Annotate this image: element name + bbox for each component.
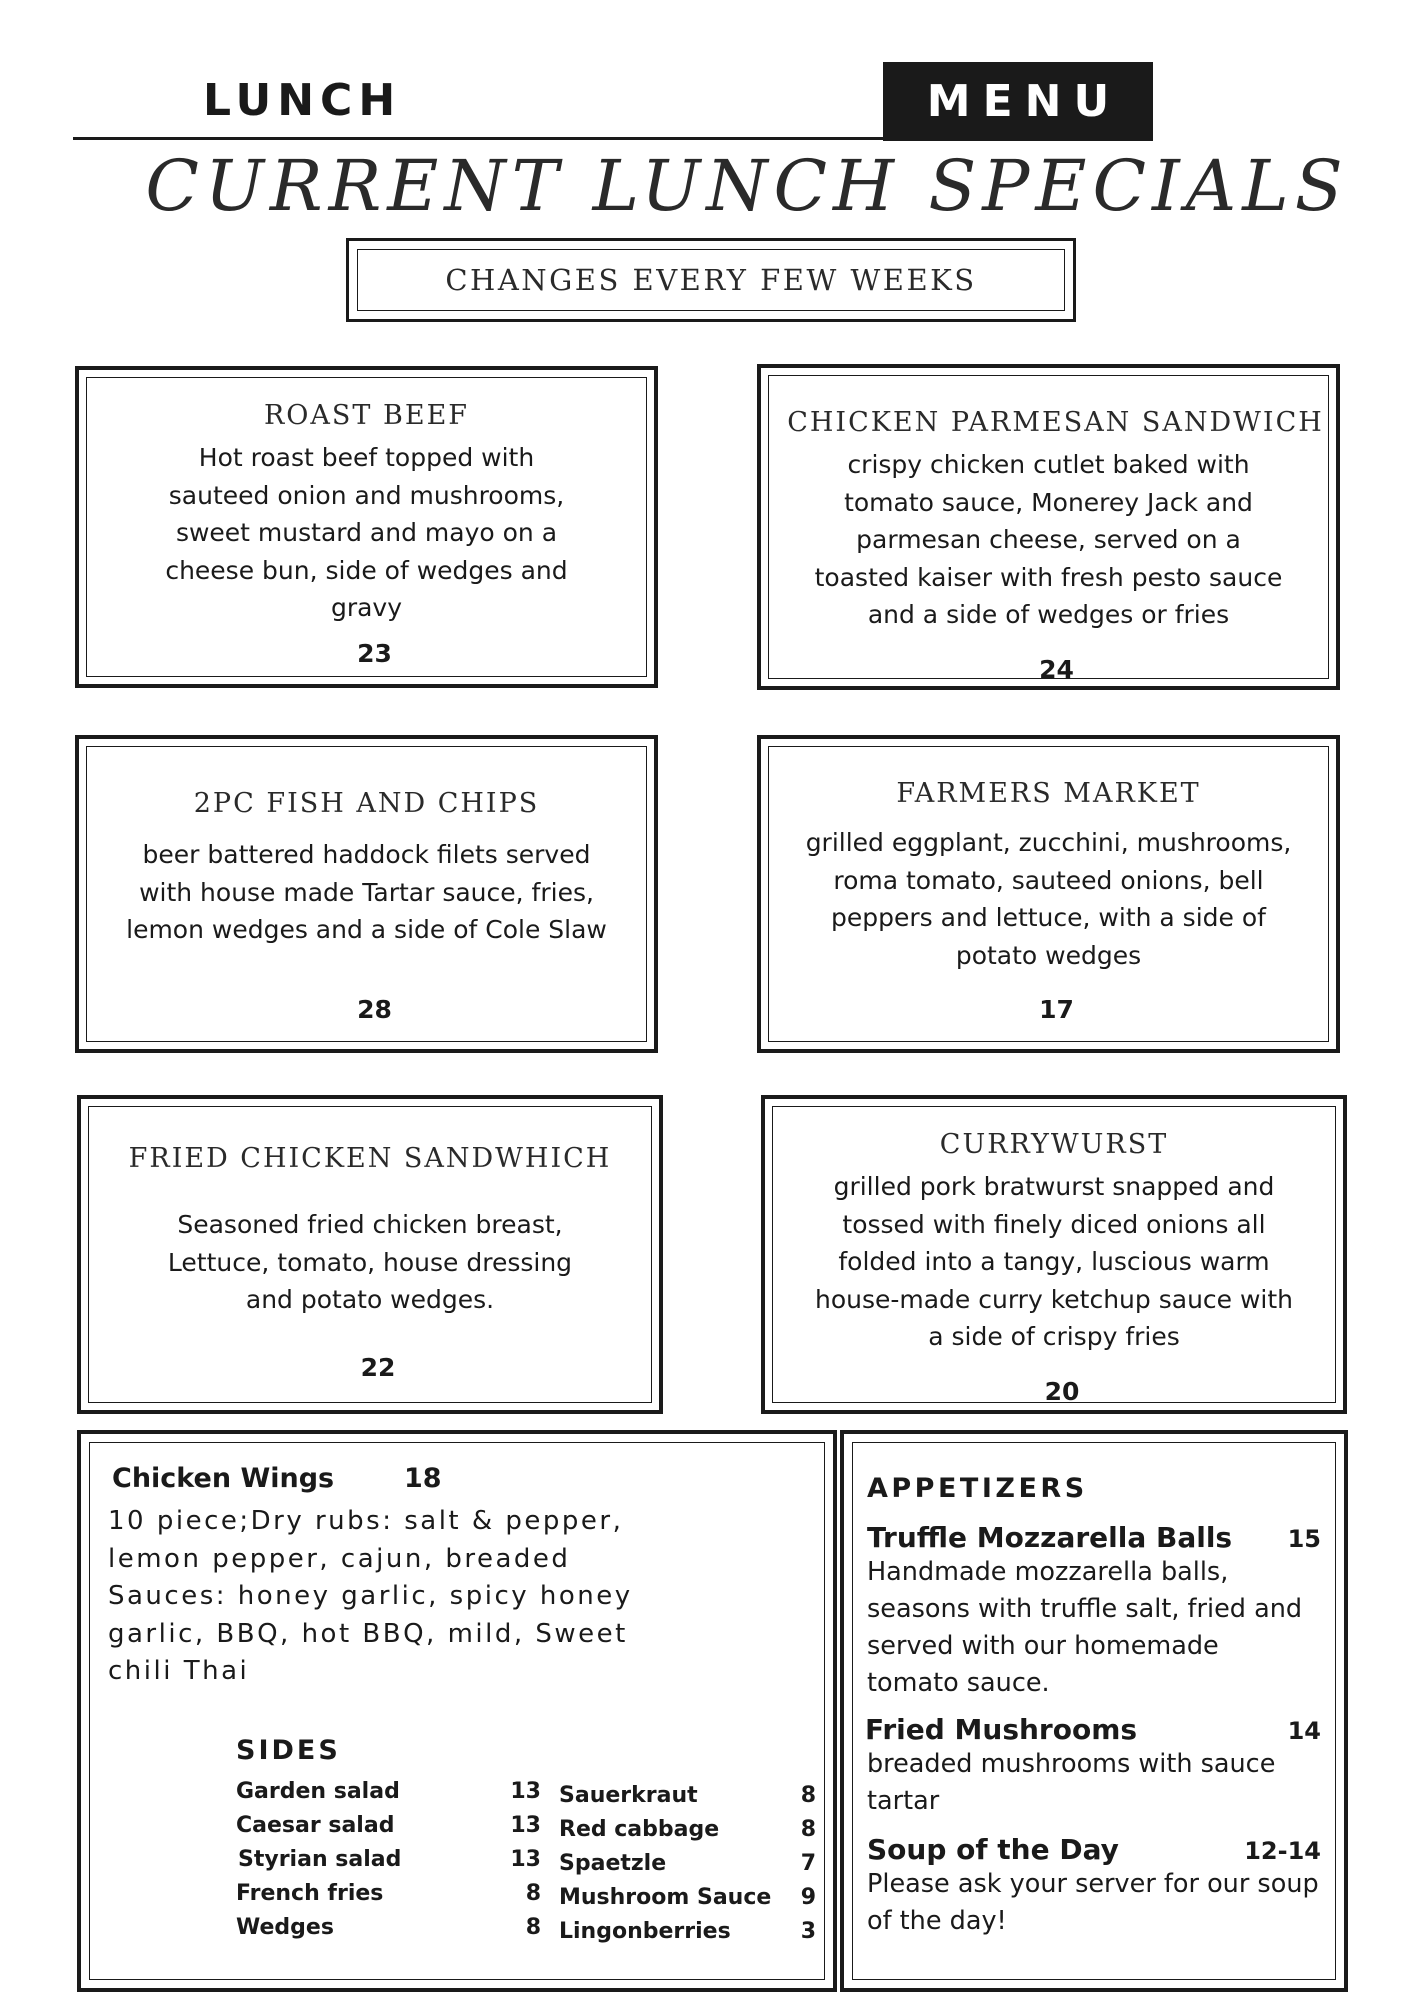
appetizer-item: [865, 1713, 1321, 1820]
special-title: 2PC FISH AND CHIPS: [193, 788, 540, 819]
lunch-label: LUNCH: [203, 75, 402, 126]
side-item: Wedges 8: [236, 1915, 541, 1940]
special-title: CURRYWURST: [939, 1129, 1169, 1160]
special-card: [757, 364, 1340, 690]
subtitle: CHANGES EVERY FEW WEEKS: [357, 249, 1065, 311]
special-card: [761, 1095, 1347, 1414]
special-description: grilled pork bratwurst snapped and tossed with finely diced onions all folded into a tangy, luscious warm house-made curry ketchup sauce with a side of crispy fries: [814, 1172, 1294, 1351]
side-item: French fries 8: [236, 1881, 541, 1906]
special-price: 17: [1039, 995, 1074, 1024]
appetizer-item: [867, 1833, 1321, 1940]
special-price: 23: [357, 639, 392, 668]
appetizers-box: [840, 1430, 1348, 1992]
appetizer-name: Fried Mushrooms: [865, 1713, 1138, 1746]
side-item: Lingonberries 3: [559, 1919, 816, 1944]
side-item: Mushroom Sauce 9: [559, 1885, 816, 1910]
appetizer-price: 15: [1287, 1525, 1321, 1553]
wings-name: Chicken Wings: [112, 1463, 335, 1494]
appetizer-description: Handmade mozzarella balls, seasons with truffle salt, fried and served with our homemade tomato sauce.: [867, 1557, 1303, 1698]
special-price: 20: [1044, 1377, 1080, 1406]
side-item: Spaetzle 7: [559, 1851, 816, 1876]
special-title: FARMERS MARKET: [896, 778, 1201, 809]
sides-heading: SIDES: [236, 1735, 341, 1766]
special-price: 28: [357, 995, 392, 1024]
page-title: CURRENT LUNCH SPECIALS: [145, 145, 1349, 227]
special-card: [757, 735, 1340, 1053]
appetizer-price: 14: [1287, 1717, 1321, 1745]
appetizer-description: breaded mushrooms with sauce tartar: [867, 1749, 1276, 1816]
wings-sides-box: [77, 1430, 837, 1992]
special-card: [75, 735, 658, 1053]
menu-badge: [883, 62, 1153, 141]
side-item: Sauerkraut 8: [559, 1783, 816, 1808]
special-price: 22: [360, 1353, 396, 1382]
side-item: Garden salad 13: [236, 1779, 541, 1804]
special-card: [77, 1095, 663, 1414]
appetizer-price: 12-14: [1244, 1837, 1321, 1865]
special-description: Hot roast beef topped with sauteed onion and mushrooms, sweet mustard and mayo on a cheese bun, side of wedges and gravy: [165, 443, 568, 622]
menu-label: MENU: [926, 76, 1122, 127]
special-card: [75, 366, 658, 688]
header-rule: [73, 137, 893, 140]
special-price: 24: [1039, 655, 1074, 684]
appetizer-name: Soup of the Day: [867, 1833, 1119, 1866]
special-title: CHICKEN PARMESAN SANDWICH: [787, 407, 1324, 438]
appetizers-heading: APPETIZERS: [867, 1473, 1088, 1504]
wings-price: 18: [404, 1463, 442, 1494]
sides-list-left: [236, 1779, 541, 1949]
appetizer-item: [867, 1521, 1321, 1702]
special-description: beer battered haddock filets served with house made Tartar sauce, fries, lemon wedges and a side of Cole Slaw: [126, 840, 607, 944]
special-title: ROAST BEEF: [263, 400, 470, 431]
side-item: Red cabbage 8: [559, 1817, 816, 1842]
special-description: grilled eggplant, zucchini, mushrooms, roma tomato, sauteed onions, bell peppers and lettuce, with a side of potato wedges: [805, 828, 1292, 970]
special-description: Seasoned fried chicken breast, Lettuce, tomato, house dressing and potato wedges.: [167, 1210, 573, 1314]
special-title: FRIED CHICKEN SANDWHICH: [128, 1143, 612, 1174]
side-item: Styrian salad 13: [238, 1847, 541, 1872]
subtitle-frame: [346, 238, 1076, 322]
appetizer-name: Truffle Mozzarella Balls: [867, 1521, 1233, 1554]
wings-description: 10 piece;Dry rubs: salt & pepper, lemon pepper, cajun, breaded Sauces: honey garlic, spicy honey garlic, BBQ, hot BBQ, mild, Sweet chili Thai: [108, 1506, 633, 1686]
sides-list-right: [559, 1783, 816, 1953]
side-item: Caesar salad 13: [236, 1813, 541, 1838]
special-description: crispy chicken cutlet baked with tomato sauce, Monerey Jack and parmesan cheese, served on a toasted kaiser with fresh pesto sauce and a side of wedges or fries: [814, 450, 1283, 629]
appetizer-description: Please ask your server for our soup of the day!: [867, 1869, 1319, 1936]
